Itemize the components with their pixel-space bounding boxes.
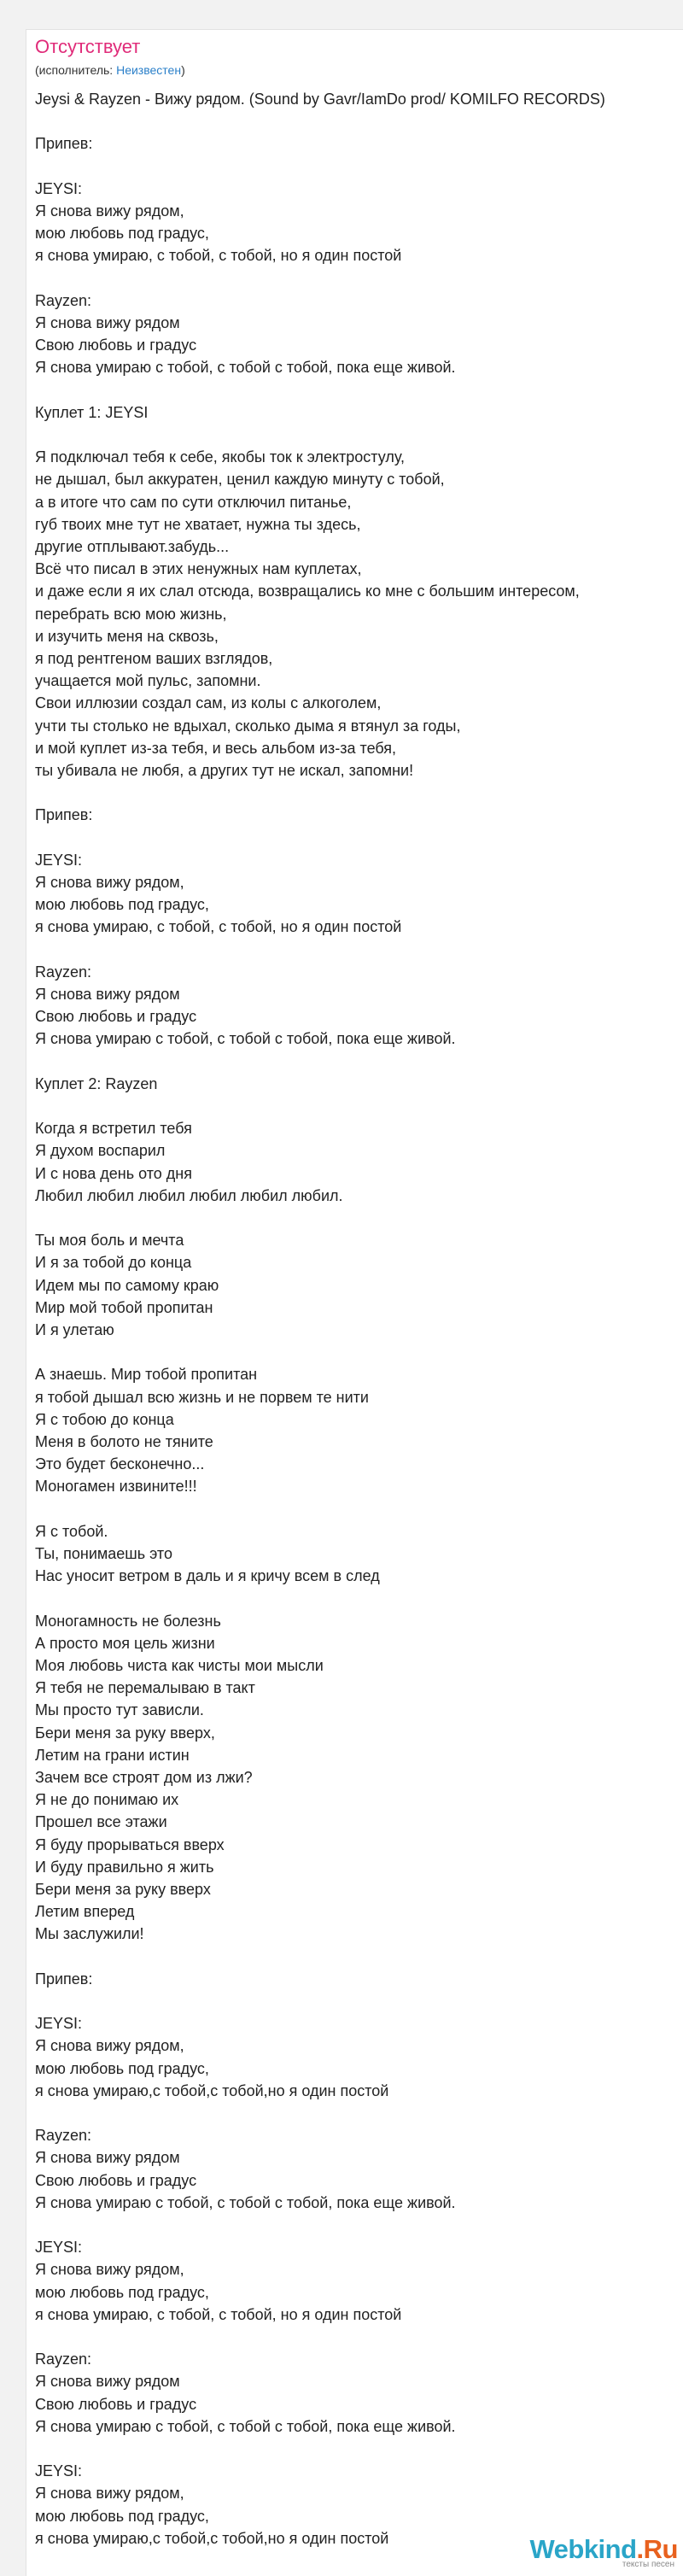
lyrics-blank-line [35,827,675,849]
lyrics-line: Я с тобой. [35,1522,108,1540]
lyrics-blank-line [35,379,675,401]
lyrics-line: Летим вперед [35,1903,135,1921]
lyrics-line: Зачем все строят дом из лжи? [35,1769,253,1787]
lyrics-line: Я снова вижу рядом [35,2149,180,2167]
lyrics-line: Свою любовь и градус [35,2395,197,2413]
lyrics-blank-line [35,1587,675,1609]
lyrics-line: я под рентгеном ваших взглядов, [35,650,273,667]
lyrics-line: Бери меня за руку вверх [35,1881,211,1899]
lyrics-line: Я тебя не перемалываю в такт [35,1679,255,1697]
lyrics-line: Rayzen: [35,2127,92,2145]
lyrics-blank-line [35,1341,675,1363]
lyrics-line: Я снова вижу рядом, [35,874,184,891]
lyrics-line: а в итоге что сам по сути отключил питанье, [35,493,352,511]
lyrics-line: Куплет 1: JEYSI [35,403,149,421]
lyrics-line: Свои иллюзии создал сам, из колы с алкоголем, [35,694,382,712]
lyrics-text [35,88,675,2550]
lyrics-line: Свою любовь и градус [35,2171,197,2189]
lyrics-blank-line [35,782,675,804]
lyrics-line: ты убивала не любя, а других тут не искал, запомни! [35,762,414,780]
lyrics-line: Любил любил любил любил любил любил. [35,1186,343,1204]
logo-dot: . [636,2534,644,2564]
lyrics-line: JEYSI: [35,2239,83,2257]
lyrics-line: Свою любовь и градус [35,337,197,354]
lyrics-blank-line [35,1990,675,2012]
lyrics-line: Rayzen: [35,963,92,981]
lyrics-blank-line [35,424,675,446]
lyrics-line: И я за тобой до конца [35,1254,192,1272]
lyrics-blank-line [35,110,675,132]
lyrics-line: Я снова умираю с тобой, с тобой с тобой, пока еще живой. [35,1030,456,1048]
lyrics-line: Припев: [35,135,93,153]
lyrics-line: Rayzen: [35,291,92,309]
lyrics-line: Припев: [35,1970,93,1988]
lyrics-line: Я не до понимаю их [35,1791,179,1809]
lyrics-line: и мой куплет из-за тебя, и весь альбом из-за тебя, [35,739,397,757]
site-logo[interactable] [529,2534,678,2569]
artist-line [35,63,185,77]
lyrics-line: я снова умираю, с тобой, с тобой, но я один постой [35,918,402,936]
lyrics-line: Летим на грани истин [35,1746,190,1764]
lyrics-blank-line [35,2214,675,2236]
artist-suffix: ) [181,63,185,77]
lyrics-line: Я снова вижу рядом [35,2373,180,2391]
lyrics-line: перебрать всю мою жизнь, [35,605,227,623]
lyrics-line: Я снова умираю с тобой, с тобой с тобой, пока еще живой. [35,359,456,377]
artist-prefix: (исполнитель: [35,63,117,77]
lyrics-line: Я снова вижу рядом [35,986,180,1003]
lyrics-blank-line [35,2326,675,2348]
lyrics-line: Я снова вижу рядом, [35,2261,184,2279]
lyrics-line: Мир мой тобой пропитан [35,1298,213,1316]
lyrics-line: JEYSI: [35,2015,83,2033]
lyrics-line: Я буду прорываться вверх [35,1835,225,1853]
lyrics-line: Куплет 2: Rayzen [35,1074,158,1092]
lyrics-blank-line [35,267,675,290]
lyrics-line: мою любовь под градус, [35,2283,209,2301]
lyrics-line: JEYSI: [35,179,83,197]
lyrics-line: Rayzen: [35,2351,92,2368]
lyrics-line: Припев: [35,806,93,824]
lyrics-line: Ты моя боль и мечта [35,1232,184,1250]
lyrics-line: Моногамность не болезнь [35,1612,221,1630]
lyrics-blank-line [35,2438,675,2460]
lyrics-line: А знаешь. Мир тобой пропитан [35,1366,258,1384]
lyrics-line: А просто моя цель жизни [35,1634,215,1652]
lyrics-line: я тобой дышал всю жизнь и не порвем те нити [35,1388,369,1406]
lyrics-line: мою любовь под градус, [35,2059,209,2077]
lyrics-line: Мы заслужили! [35,1925,144,1943]
lyrics-blank-line [35,2102,675,2124]
lyrics-line: и изучить меня на сквозь, [35,627,219,645]
lyrics-line: И буду правильно я жить [35,1858,214,1876]
song-title: Отсутствует [35,36,141,57]
lyrics-line: учащается мой пульс, запомни. [35,672,261,690]
lyrics-line: мою любовь под градус, [35,896,209,914]
lyrics-line: Я духом воспарил [35,1142,166,1160]
lyrics-line: Я снова вижу рядом, [35,2037,184,2055]
lyrics-line: Я снова умираю с тобой, с тобой с тобой, пока еще живой. [35,2193,456,2211]
lyrics-line: Меня в болото не тяните [35,1433,213,1450]
lyrics-line: Моногамен извините!!! [35,1478,197,1496]
lyrics-line: Я снова вижу рядом [35,313,180,331]
lyrics-line: губ твоих мне тут не хватает, нужна ты здесь, [35,515,361,533]
lyrics-line: Я подключал тебя к себе, якобы ток к электростулу, [35,448,406,466]
lyrics-line: я снова умираю,с тобой,с тобой,но я один постой [35,2529,389,2547]
lyrics-line: Я снова вижу рядом, [35,202,184,220]
lyrics-line: мою любовь под градус, [35,2507,209,2525]
lyrics-line: не дышал, был аккуратен, ценил каждую минуту с тобой, [35,471,445,489]
lyrics-line: я снова умираю,с тобой,с тобой,но я один постой [35,2081,389,2099]
lyrics-blank-line [35,155,675,178]
lyrics-line: и даже если я их слал отсюда, возвращались ко мне с большим интересом, [35,583,580,600]
lyrics-line: я снова умираю, с тобой, с тобой, но я один постой [35,247,402,265]
lyrics-blank-line [35,939,675,961]
lyrics-line: JEYSI: [35,2462,83,2480]
lyrics-blank-line [35,1051,675,1073]
lyrics-blank-line [35,1498,675,1520]
lyrics-line: Нас уносит ветром в даль и я кричу всем в след [35,1567,380,1585]
logo-tld: Ru [643,2534,678,2564]
lyrics-line: Это будет бесконечно... [35,1455,205,1473]
lyrics-line: мою любовь под градус, [35,225,209,243]
lyrics-line: я снова умираю, с тобой, с тобой, но я один постой [35,2305,402,2323]
lyrics-line: Ты, понимаешь это [35,1545,172,1562]
lyrics-blank-line [35,1946,675,1968]
lyrics-line: JEYSI: [35,851,83,869]
lyrics-line: Идем мы по самому краю [35,1276,219,1294]
lyrics-line: Свою любовь и градус [35,1008,197,1026]
lyrics-line: Jeysi & Rayzen - Вижу рядом. (Sound by Gavr/IamDo prod/ KOMILFO RECORDS) [35,91,605,108]
logo-tagline: тексты песен [622,2560,674,2569]
artist-link[interactable]: Неизвестен [116,63,182,77]
lyrics-line: И я улетаю [35,1321,114,1338]
lyrics-line: Мы просто тут зависли. [35,1701,204,1719]
lyrics-line: Когда я встретил тебя [35,1120,192,1138]
logo-name: Webkind [529,2534,637,2564]
lyrics-line: учти ты столько не вдыхал, сколько дыма я втянул за годы, [35,717,461,735]
lyrics-line: Я с тобою до конца [35,1410,174,1428]
lyrics-line: Я снова умираю с тобой, с тобой с тобой, пока еще живой. [35,2417,456,2435]
lyrics-line: Прошел все этажи [35,1813,167,1831]
lyrics-line: Моя любовь чиста как чисты мои мысли [35,1657,324,1674]
lyrics-line: Всё что писал в этих ненужных нам куплетах, [35,560,362,578]
lyrics-line: Бери меня за руку вверх, [35,1724,215,1742]
lyrics-line: другие отплывают.забудь... [35,537,230,555]
lyrics-blank-line [35,1095,675,1117]
lyrics-line: И с нова день ото дня [35,1164,192,1182]
lyrics-blank-line [35,1207,675,1229]
lyrics-line: Я снова вижу рядом, [35,2485,184,2503]
